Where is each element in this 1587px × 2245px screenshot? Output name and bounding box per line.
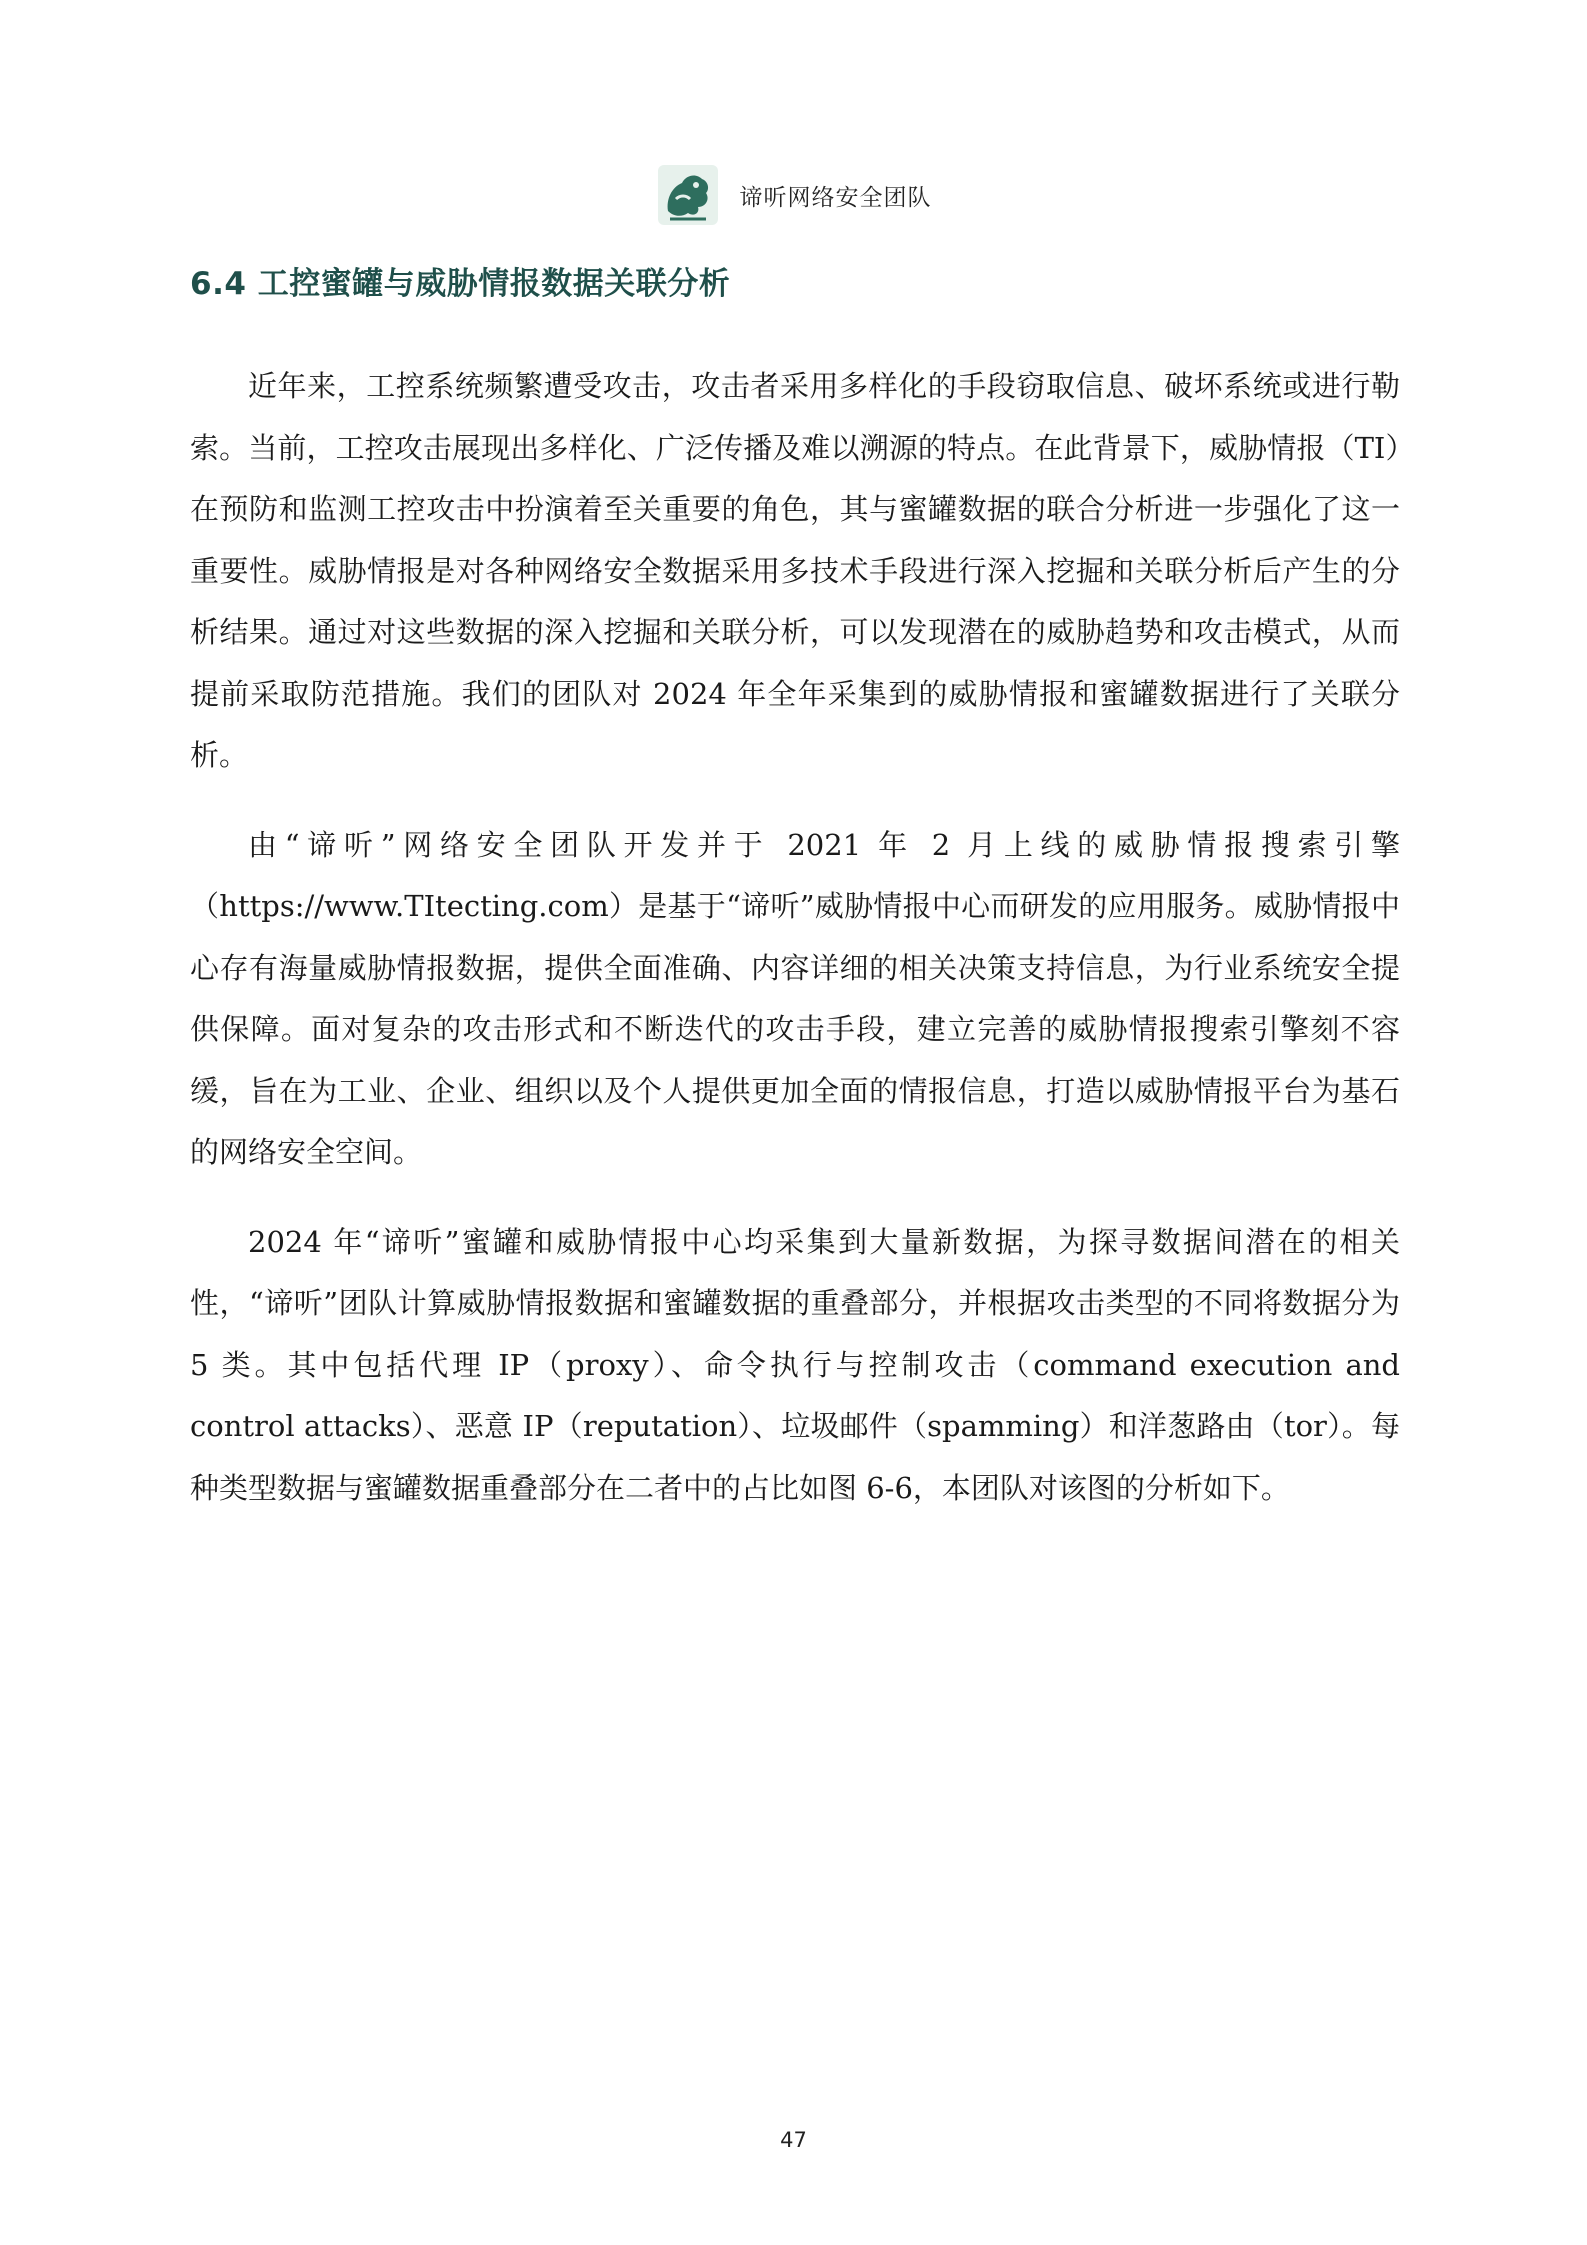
listening-beast-logo-icon	[656, 163, 720, 227]
section-title: 6.4 工控蜜罐与威胁情报数据关联分析	[190, 266, 731, 302]
team-name: 谛听网络安全团队	[739, 184, 932, 211]
paragraph-data-categories: 2024 年“谛听”蜜罐和威胁情报中心均采集到大量新数据，为探寻数据间潜在的相关性，“谛听”团队计算威胁情报数据和蜜罐数据的重叠部分，并根据攻击类型的不同将数据分为 5 类。其中包括代理 IP（proxy）、命令执行与控制攻击（command execution and control attacks）、恶意 IP（reputation）、垃圾邮件（spamming）和洋葱路由（tor）。每种类型数据与蜜罐数据重叠部分在二者中的占比如图 6-6，本团队对该图的分析如下。	[190, 1224, 1400, 1505]
body-text	[190, 356, 1400, 1547]
page-header	[0, 160, 1587, 230]
paragraph-intro: 近年来，工控系统频繁遭受攻击，攻击者采用多样化的手段窃取信息、破坏系统或进行勒索。当前，工控攻击展现出多样化、广泛传播及难以溯源的特点。在此背景下，威胁情报（TI）在预防和监测工控攻击中扮演着至关重要的角色，其与蜜罐数据的联合分析进一步强化了这一重要性。威胁情报是对各种网络安全数据采用多技术手段进行深入挖掘和关联分析后产生的分析结果。通过对这些数据的深入挖掘和关联分析，可以发现潜在的威胁趋势和攻击模式，从而提前采取防范措施。我们的团队对 2024 年全年采集到的威胁情报和蜜罐数据进行了关联分析。	[190, 369, 1400, 772]
paragraph-search-engine: 由“谛听”网络安全团队开发并于 2021 年 2 月上线的威胁情报搜索引擎（https://www.TItecting.com）是基于“谛听”威胁情报中心而研发的应用服务。威胁情报中心存有海量威胁情报数据，提供全面准确、内容详细的相关决策支持信息，为行业系统安全提供保障。面对复杂的攻击形式和不断迭代的攻击手段，建立完善的威胁情报搜索引擎刻不容缓，旨在为工业、企业、组织以及个人提供更加全面的情报信息，打造以威胁情报平台为基石的网络安全空间。	[190, 827, 1400, 1169]
page-number: 47	[780, 2128, 807, 2152]
